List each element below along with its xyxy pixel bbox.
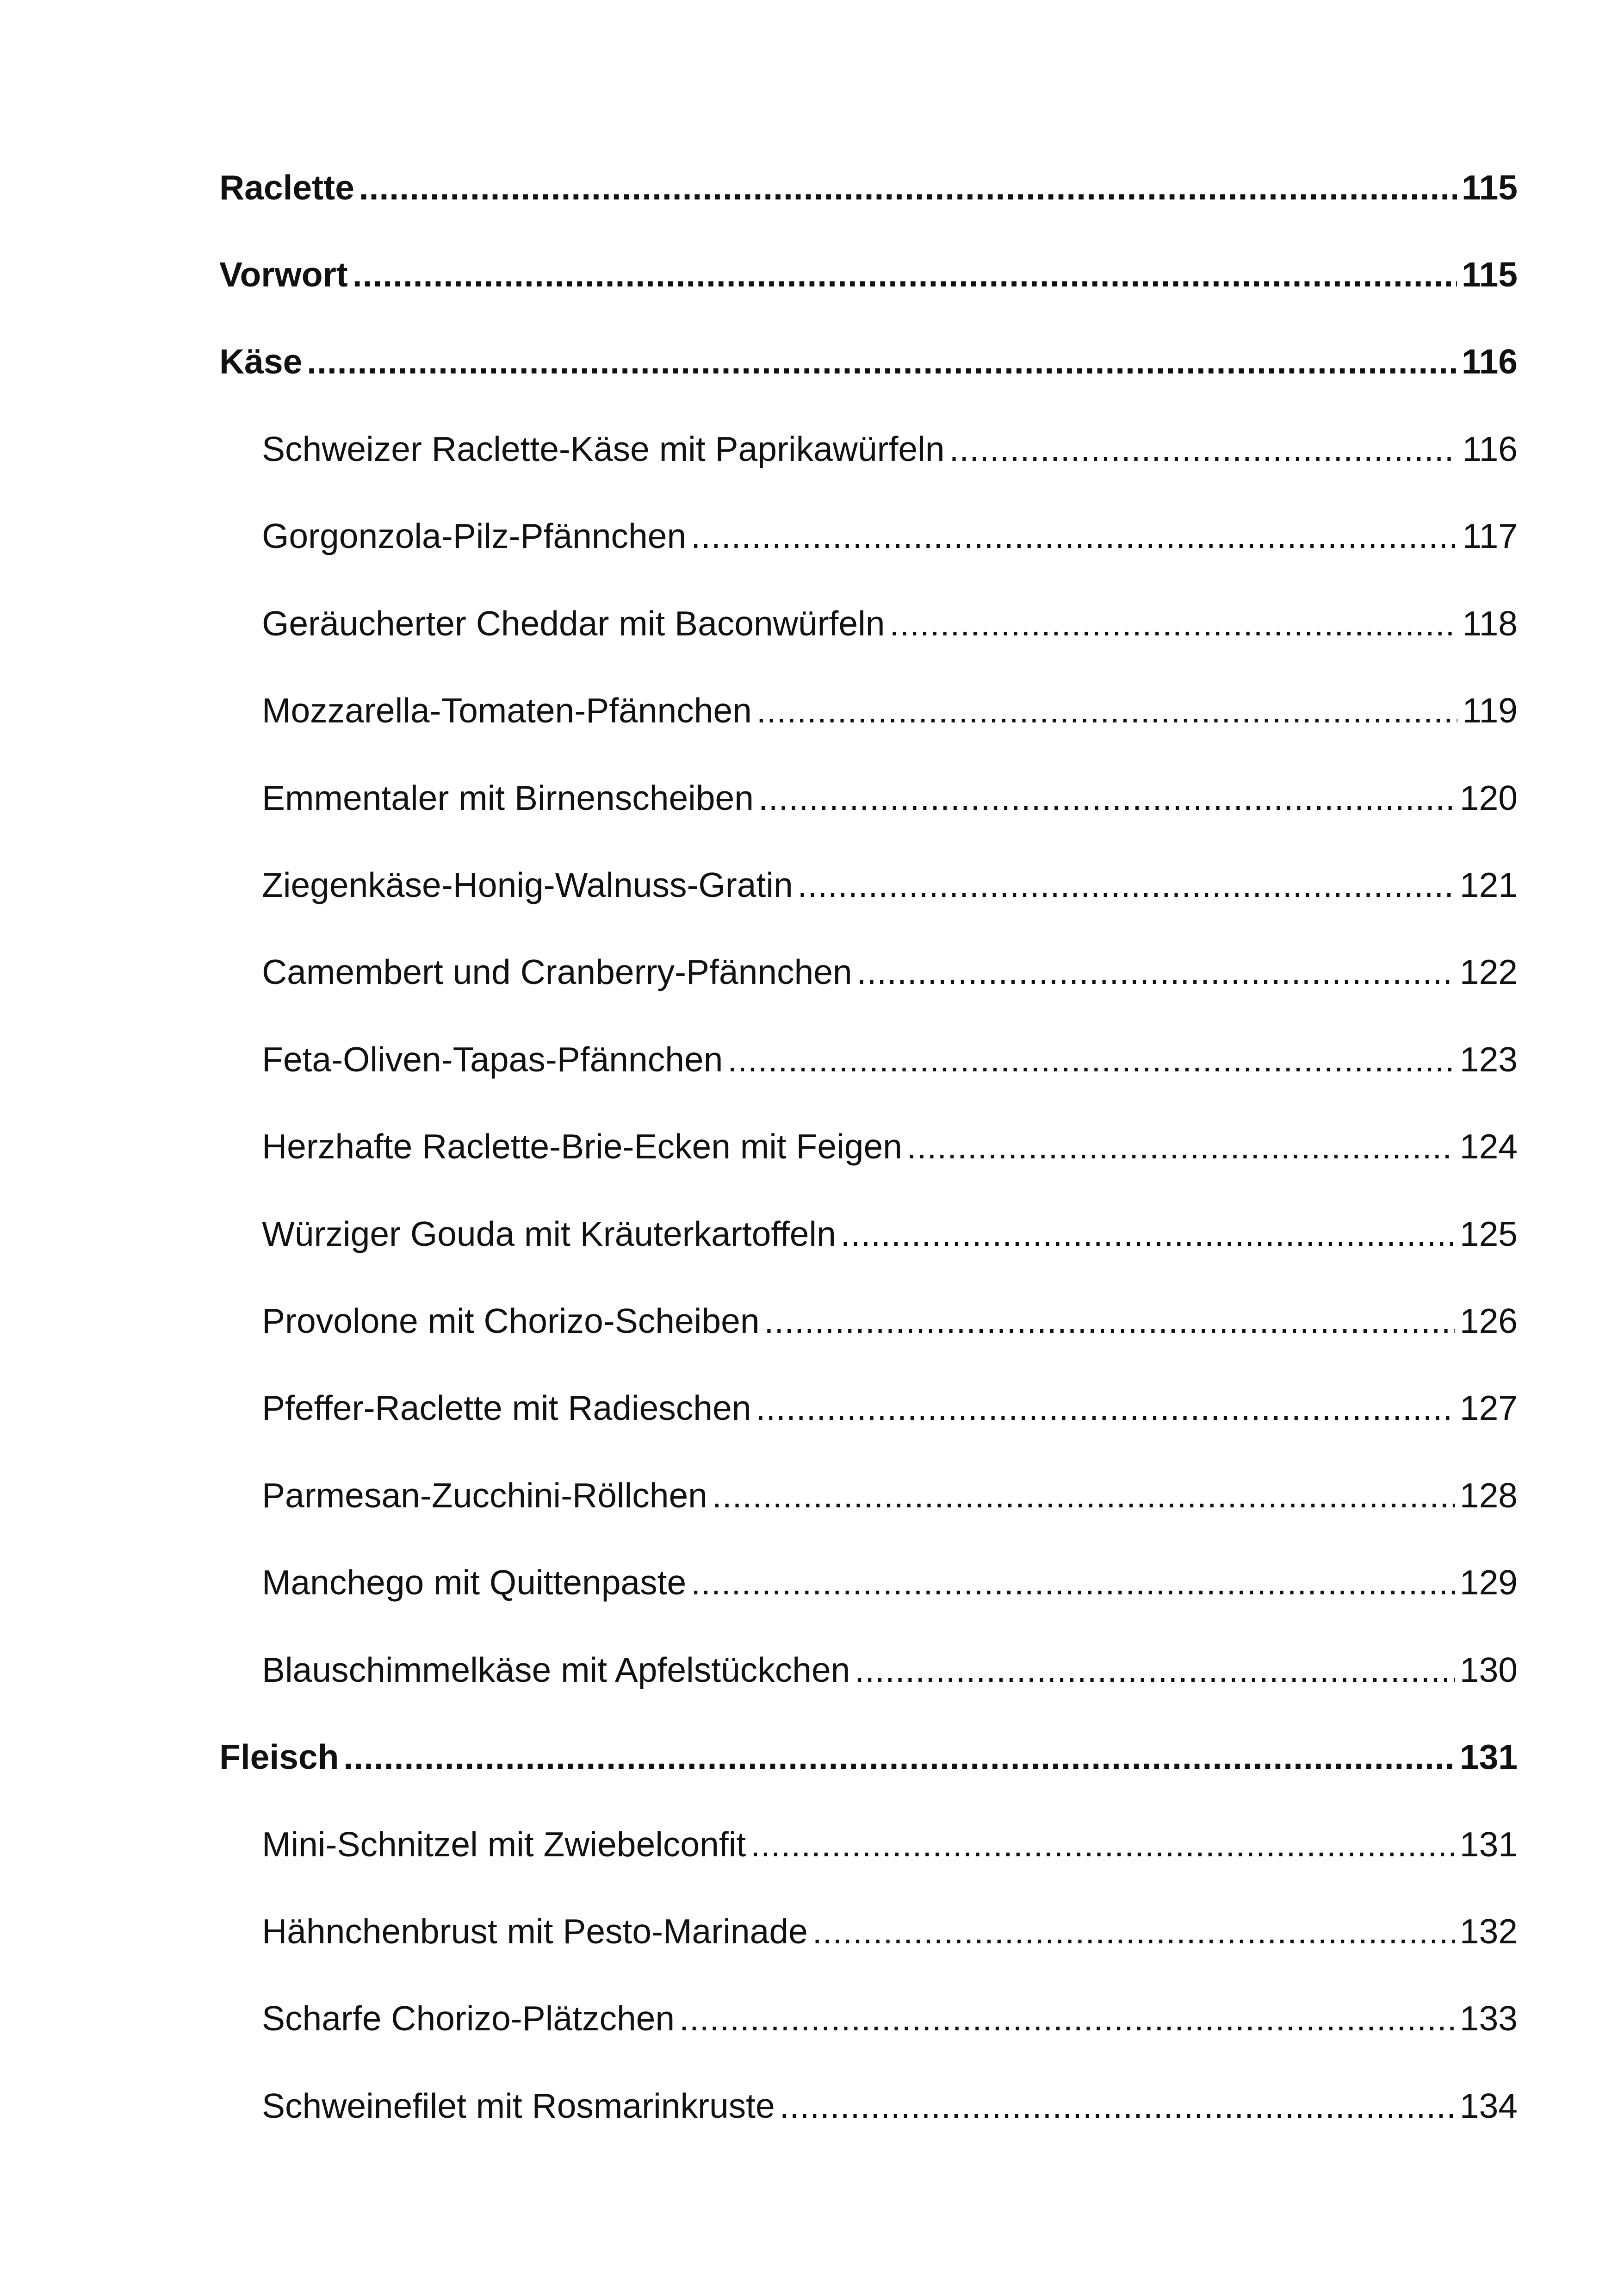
toc-entry-page: 126: [1459, 1301, 1518, 1340]
toc-sub-entry[interactable]: [262, 600, 1518, 647]
toc-entry-page: 133: [1459, 1999, 1518, 2038]
toc-entry-page: 120: [1459, 778, 1518, 817]
dot-leader: [343, 1734, 1455, 1780]
toc-entry-page: 134: [1459, 2086, 1518, 2125]
toc-sub-entry[interactable]: [262, 1559, 1518, 1605]
toc-entry-page: 129: [1459, 1563, 1518, 1602]
toc-entry-title: Parmesan-Zucchini-Röllchen: [262, 1476, 707, 1515]
toc-sub-entry[interactable]: [262, 1036, 1518, 1083]
toc-entry-title: Provolone mit Chorizo-Scheiben: [262, 1301, 760, 1340]
dot-leader: [855, 1647, 1455, 1693]
toc-entry-page: 117: [1462, 516, 1518, 555]
toc-sub-entry[interactable]: [262, 513, 1518, 559]
toc-entry-title: Schweizer Raclette-Käse mit Paprikawürfeln: [262, 429, 945, 468]
toc-sub-entry[interactable]: [262, 1123, 1518, 1170]
toc-sub-entry[interactable]: [262, 1385, 1518, 1431]
toc-entry-page: 123: [1459, 1040, 1518, 1079]
toc-entry-title: Raclette: [219, 168, 354, 207]
dot-leader: [307, 338, 1457, 385]
toc-entry-title: Würziger Gouda mit Kräuterkartoffeln: [262, 1214, 836, 1253]
toc-sub-entry[interactable]: [262, 1647, 1518, 1693]
toc-entry-title: Schweinefilet mit Rosmarinkruste: [262, 2086, 775, 2125]
toc-sub-entry[interactable]: [262, 949, 1518, 995]
toc-entry-title: Emmentaler mit Birnenscheiben: [262, 778, 754, 817]
toc-sub-entry[interactable]: [262, 2083, 1518, 2129]
toc-entry-page: 116: [1462, 342, 1518, 381]
toc-entry-page: 125: [1459, 1214, 1518, 1253]
dot-leader: [798, 862, 1455, 908]
toc-entry-title: Gorgonzola-Pilz-Pfännchen: [262, 516, 687, 555]
dot-leader: [353, 251, 1457, 298]
dot-leader: [712, 1472, 1455, 1518]
toc-entry-page: 128: [1459, 1476, 1518, 1515]
dot-leader: [756, 1385, 1455, 1431]
toc-section-entry[interactable]: [219, 251, 1518, 298]
toc-sub-entry[interactable]: [262, 1995, 1518, 2041]
toc-sub-entry[interactable]: [262, 1908, 1518, 1954]
toc-entry-title: Hähnchenbrust mit Pesto-Marinade: [262, 1912, 808, 1951]
dot-leader: [727, 1036, 1455, 1083]
toc-entry-title: Blauschimmelkäse mit Apfelstückchen: [262, 1650, 850, 1689]
toc-entry-page: 127: [1459, 1388, 1518, 1427]
toc-entry-title: Geräucherter Cheddar mit Baconwürfeln: [262, 604, 885, 643]
toc-sub-entry[interactable]: [262, 1472, 1518, 1518]
toc-entry-page: 119: [1462, 691, 1518, 730]
toc-entry-title: Fleisch: [219, 1737, 339, 1776]
toc-entry-title: Manchego mit Quittenpaste: [262, 1563, 687, 1602]
toc-entry-title: Mini-Schnitzel mit Zwiebelconfit: [262, 1825, 746, 1864]
toc-section-entry[interactable]: [219, 338, 1518, 385]
toc-sub-entry[interactable]: [262, 426, 1518, 472]
toc-section-entry[interactable]: [219, 164, 1518, 211]
toc-entry-page: 118: [1462, 604, 1518, 643]
dot-leader: [758, 775, 1455, 821]
toc-entry-title: Käse: [219, 342, 303, 381]
dot-leader: [679, 1995, 1455, 2041]
toc-entry-title: Mozzarella-Tomaten-Pfännchen: [262, 691, 752, 730]
toc-entry-page: 132: [1459, 1912, 1518, 1951]
toc-sub-entry[interactable]: [262, 1211, 1518, 1257]
dot-leader: [764, 1298, 1455, 1344]
toc-entry-page: 130: [1459, 1650, 1518, 1689]
toc-sub-entry[interactable]: [262, 1821, 1518, 1867]
toc-entry-page: 124: [1459, 1127, 1518, 1166]
toc-entry-title: Vorwort: [219, 255, 348, 294]
toc-section-entry[interactable]: [219, 1734, 1518, 1780]
toc-entry-title: Herzhafte Raclette-Brie-Ecken mit Feigen: [262, 1127, 902, 1166]
toc-entry-title: Ziegenkäse-Honig-Walnuss-Gratin: [262, 865, 793, 904]
dot-leader: [756, 687, 1458, 734]
dot-leader: [812, 1908, 1455, 1954]
toc-sub-entry[interactable]: [262, 1298, 1518, 1344]
toc-entry-title: Scharfe Chorizo-Plätzchen: [262, 1999, 675, 2038]
dot-leader: [857, 949, 1455, 995]
toc-entry-page: 115: [1462, 255, 1518, 294]
dot-leader: [841, 1211, 1455, 1257]
toc-sub-entry[interactable]: [262, 775, 1518, 821]
toc-entry-page: 122: [1459, 952, 1518, 991]
dot-leader: [691, 513, 1457, 559]
dot-leader: [889, 600, 1457, 647]
toc-entry-title: Camembert und Cranberry-Pfännchen: [262, 952, 852, 991]
dot-leader: [359, 164, 1457, 211]
toc-entry-title: Feta-Oliven-Tapas-Pfännchen: [262, 1040, 723, 1079]
dot-leader: [780, 2083, 1455, 2129]
dot-leader: [949, 426, 1458, 472]
toc-entry-page: 131: [1459, 1825, 1518, 1864]
toc-entry-page: 116: [1462, 429, 1518, 468]
dot-leader: [691, 1559, 1455, 1605]
toc-entry-page: 121: [1459, 865, 1518, 904]
dot-leader: [750, 1821, 1455, 1867]
toc-sub-entry[interactable]: [262, 687, 1518, 734]
toc-entry-page: 115: [1462, 168, 1518, 207]
toc-entry-title: Pfeffer-Raclette mit Radieschen: [262, 1388, 751, 1427]
toc-entry-page: 131: [1459, 1737, 1518, 1776]
dot-leader: [907, 1123, 1455, 1170]
toc-sub-entry[interactable]: [262, 862, 1518, 908]
